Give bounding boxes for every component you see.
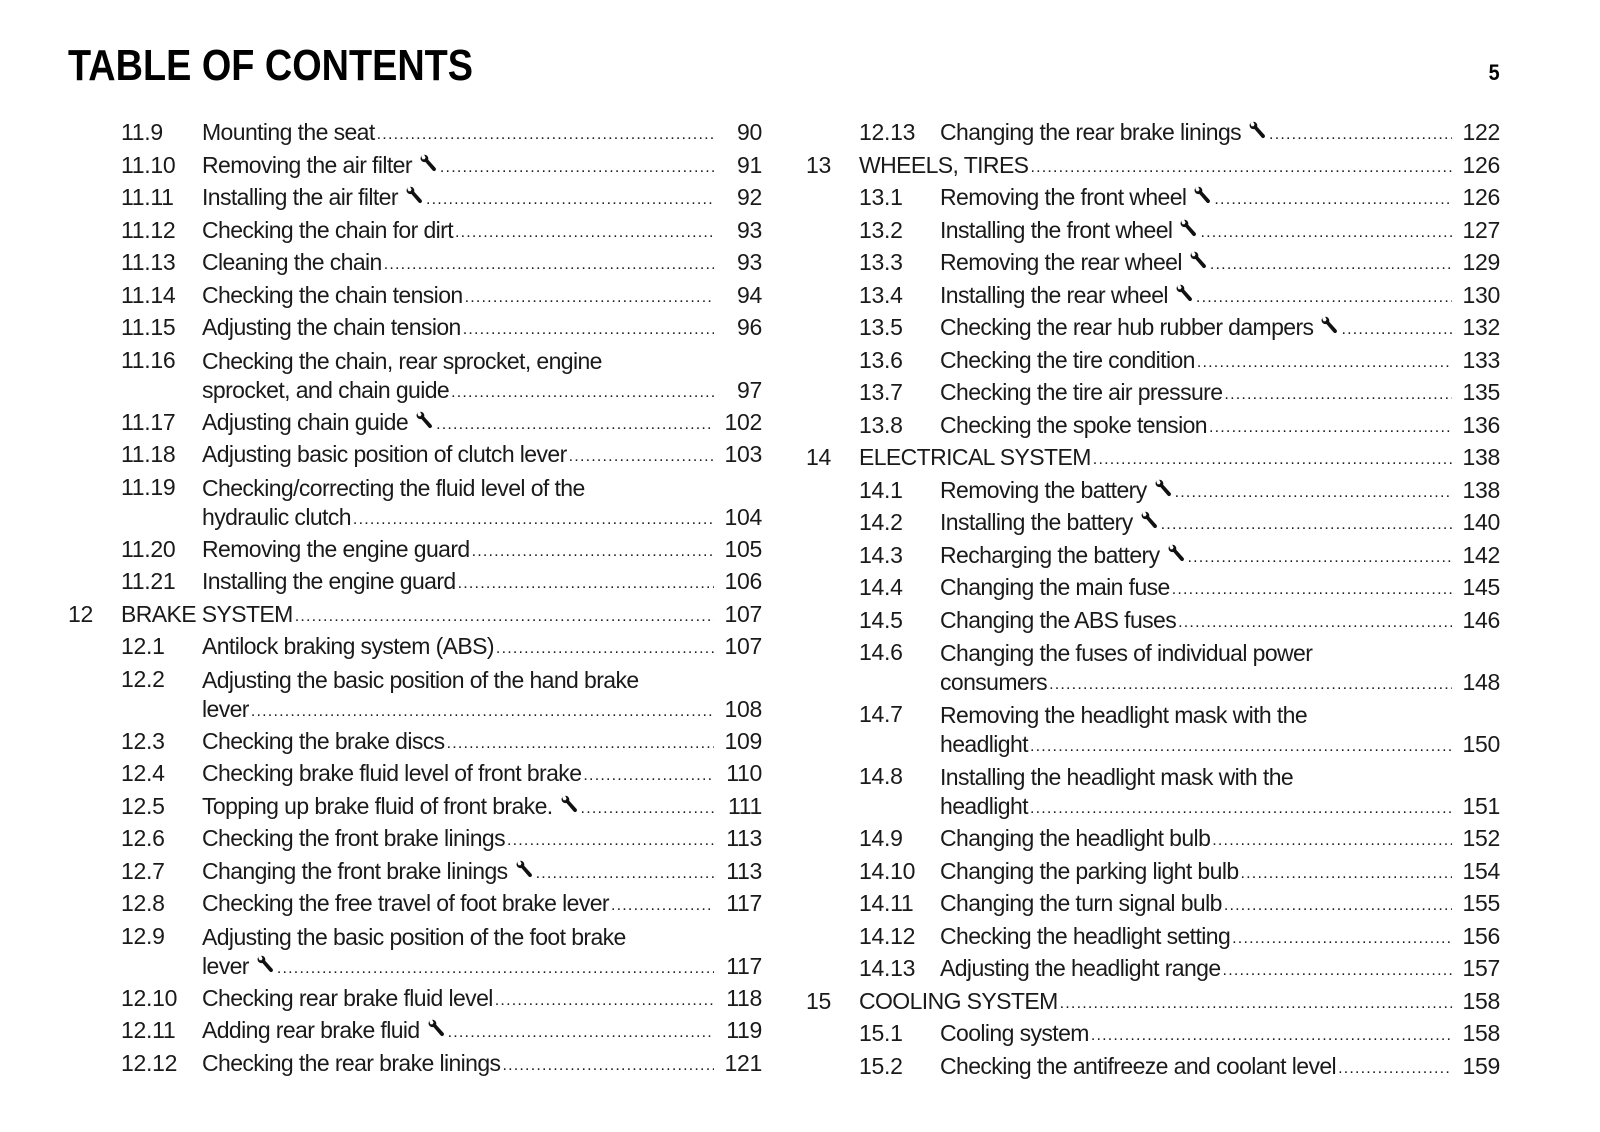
section-number: 12 <box>68 600 93 627</box>
section-number: 11.11 <box>121 184 174 210</box>
section-title: Changing the main fuse <box>940 574 1170 600</box>
section-number: 14.4 <box>859 574 903 600</box>
dot-leader <box>447 736 714 752</box>
toc-section-entry[interactable] <box>806 344 1500 377</box>
section-number: 13.4 <box>859 281 903 308</box>
dot-leader <box>1209 420 1452 436</box>
section-number: 14.8 <box>859 763 903 789</box>
toc-section-entry[interactable] <box>68 181 762 214</box>
page-reference[interactable]: 91 <box>737 151 762 178</box>
section-title: COOLING SYSTEM <box>859 987 1058 1014</box>
dot-leader <box>507 833 714 849</box>
page-reference[interactable]: 148 <box>1462 669 1500 695</box>
dot-leader <box>1091 1028 1452 1044</box>
section-number: 11.19 <box>121 473 176 500</box>
section-title: Installing the rear wheel <box>940 281 1168 308</box>
section-number: 13.3 <box>859 249 903 275</box>
toc-section-entry[interactable] <box>68 725 762 758</box>
dot-leader <box>1210 257 1452 273</box>
toc-section-entry[interactable] <box>806 474 1500 507</box>
page-reference[interactable]: 110 <box>726 760 762 786</box>
dot-leader <box>1178 615 1452 631</box>
toc-section-entry[interactable] <box>68 855 762 888</box>
section-title: headlight <box>940 731 1028 757</box>
toc-section-entry[interactable] <box>806 698 1500 760</box>
toc-section-entry[interactable] <box>806 952 1500 985</box>
section-title: Recharging the battery <box>940 541 1160 568</box>
toc-section-entry[interactable] <box>806 539 1500 572</box>
section-number: 12.10 <box>121 984 178 1011</box>
toc-section-entry[interactable] <box>806 571 1500 604</box>
toc-section-entry[interactable] <box>68 565 762 598</box>
section-number: 11.20 <box>121 535 176 562</box>
section-title: Checking the free travel of foot brake lever <box>202 890 609 916</box>
page-title: TABLE OF CONTENTS <box>68 41 474 90</box>
toc-section-entry[interactable] <box>68 279 762 312</box>
section-number: 14.12 <box>859 922 916 949</box>
section-title: Installing the front wheel <box>940 216 1173 243</box>
wrench-icon <box>426 1018 446 1038</box>
dot-leader <box>495 993 714 1009</box>
section-title: Checking the tire condition <box>940 346 1195 373</box>
section-number: 14.3 <box>859 541 903 568</box>
section-number: 13.2 <box>859 216 903 243</box>
page-reference[interactable]: 121 <box>724 1049 762 1076</box>
section-number: 13.5 <box>859 314 903 340</box>
dot-leader <box>1341 322 1452 338</box>
toc-section-entry[interactable] <box>806 181 1500 214</box>
section-title: lever <box>202 695 249 722</box>
dot-leader <box>1030 739 1452 755</box>
toc-section-entry[interactable] <box>806 636 1500 698</box>
toc-section-entry[interactable] <box>68 1047 762 1080</box>
section-title: Checking the tire air pressure <box>940 379 1223 405</box>
section-number: 15 <box>806 987 831 1014</box>
toc-section-entry[interactable] <box>68 246 762 279</box>
toc-column-right <box>806 116 1500 1082</box>
section-number: 14.5 <box>859 606 903 633</box>
section-title: Changing the rear brake linings <box>940 119 1242 145</box>
dot-leader <box>463 322 714 338</box>
dot-leader <box>1172 582 1452 598</box>
section-number: 14.2 <box>859 509 903 535</box>
page-reference[interactable]: 106 <box>724 568 762 594</box>
toc-section-entry[interactable] <box>68 214 762 247</box>
section-title: Adding rear brake fluid <box>202 1017 420 1043</box>
section-title: Adjusting chain guide <box>202 408 409 435</box>
page-number: 5 <box>1488 60 1500 85</box>
toc-chapter-entry[interactable] <box>806 985 1500 1018</box>
toc-section-entry[interactable] <box>68 438 762 471</box>
section-title: Checking the front brake linings <box>202 825 505 851</box>
dot-leader <box>536 866 714 882</box>
page-reference[interactable]: 150 <box>1462 731 1500 757</box>
wrench-icon <box>1174 283 1194 303</box>
section-title: Cleaning the chain <box>202 249 382 275</box>
section-number: 12.8 <box>121 890 165 916</box>
wrench-icon <box>418 153 438 173</box>
wrench-icon <box>1153 478 1173 498</box>
toc-section-entry[interactable] <box>806 409 1500 442</box>
page-reference[interactable]: 138 <box>1462 476 1500 503</box>
page-reference[interactable]: 135 <box>1462 379 1500 405</box>
page-reference[interactable]: 156 <box>1462 922 1500 949</box>
dot-leader <box>1232 931 1452 947</box>
page-reference[interactable]: 132 <box>1462 314 1500 340</box>
section-number: 12.12 <box>121 1049 178 1076</box>
dot-leader <box>1196 290 1452 306</box>
page-reference[interactable]: 136 <box>1462 411 1500 438</box>
toc-section-entry[interactable] <box>68 630 762 663</box>
toc-chapter-entry[interactable] <box>68 598 762 631</box>
dot-leader <box>440 160 714 176</box>
toc-section-entry[interactable] <box>806 887 1500 920</box>
section-title: Checking the brake discs <box>202 727 445 754</box>
page-reference[interactable]: 97 <box>737 376 762 403</box>
section-title: Changing the ABS fuses <box>940 606 1177 633</box>
dot-leader <box>1060 996 1452 1012</box>
section-number: 13.1 <box>859 184 903 210</box>
wrench-icon <box>514 859 534 879</box>
page-reference[interactable]: 107 <box>724 633 762 659</box>
dot-leader <box>455 225 714 241</box>
dot-leader <box>1212 833 1452 849</box>
section-title: Adjusting the chain tension <box>202 314 461 340</box>
dot-leader <box>377 127 714 143</box>
section-number: 14.7 <box>859 701 903 727</box>
toc-section-entry[interactable] <box>68 533 762 566</box>
section-number: 14.1 <box>859 476 903 503</box>
section-number: 11.12 <box>121 216 176 243</box>
section-title: Adjusting the basic position of the hand brake <box>202 666 639 693</box>
section-number: 14.9 <box>859 825 903 851</box>
section-title: Changing the front brake linings <box>202 857 508 884</box>
section-title: WHEELS, TIRES <box>859 151 1029 178</box>
section-number: 12.6 <box>121 825 165 851</box>
section-number: 12.1 <box>121 633 165 659</box>
dot-leader <box>426 192 714 208</box>
toc-section-entry[interactable] <box>806 604 1500 637</box>
dot-leader <box>448 1025 714 1041</box>
section-title: headlight <box>940 793 1028 819</box>
section-title: Removing the air filter <box>202 151 412 178</box>
page-reference[interactable]: 154 <box>1462 857 1500 884</box>
section-title: sprocket, and chain guide <box>202 376 450 403</box>
page-reference[interactable]: 158 <box>1462 987 1500 1014</box>
toc-section-entry[interactable] <box>68 663 762 725</box>
page-reference[interactable]: 145 <box>1462 574 1500 600</box>
page-reference[interactable]: 93 <box>737 249 762 275</box>
toc-section-entry[interactable] <box>68 344 762 406</box>
section-number: 11.16 <box>121 346 176 373</box>
toc-section-entry[interactable] <box>68 790 762 823</box>
section-number: 14.11 <box>859 890 914 916</box>
section-title: Changing the turn signal bulb <box>940 890 1222 916</box>
section-number: 11.15 <box>121 314 176 340</box>
toc-section-entry[interactable] <box>68 920 762 982</box>
toc-section-entry[interactable] <box>68 406 762 439</box>
dot-leader <box>1188 550 1453 566</box>
page-reference[interactable]: 138 <box>1462 444 1500 470</box>
section-title: Checking the chain, rear sprocket, engine <box>202 347 602 374</box>
dot-leader <box>1214 192 1452 208</box>
page-reference[interactable]: 108 <box>724 695 762 722</box>
page-reference[interactable]: 157 <box>1462 955 1500 981</box>
toc-section-entry[interactable] <box>806 920 1500 953</box>
section-title: Removing the battery <box>940 476 1147 503</box>
section-title: Antilock braking system (ABS) <box>202 633 494 659</box>
toc-section-entry[interactable] <box>806 376 1500 409</box>
section-title: Checking the rear brake linings <box>202 1049 501 1076</box>
dot-leader <box>611 898 714 914</box>
toc-section-entry[interactable] <box>806 214 1500 247</box>
page-reference[interactable]: 126 <box>1462 151 1500 178</box>
section-title: Installing the air filter <box>202 184 398 210</box>
wrench-icon <box>1166 543 1186 563</box>
page-reference[interactable]: 102 <box>724 408 762 435</box>
page-reference[interactable]: 113 <box>726 825 762 851</box>
wrench-icon <box>1192 185 1212 205</box>
dot-leader <box>1030 160 1452 176</box>
toc-section-entry[interactable] <box>806 246 1500 279</box>
section-title: hydraulic clutch <box>202 503 351 530</box>
toc-section-entry[interactable] <box>68 757 762 790</box>
page-reference[interactable]: 152 <box>1462 825 1500 851</box>
page-reference[interactable]: 90 <box>737 119 762 145</box>
section-number: 13.7 <box>859 379 903 405</box>
dot-leader <box>251 704 714 720</box>
wrench-icon <box>255 954 275 974</box>
dot-leader <box>502 1058 714 1074</box>
toc-section-entry[interactable] <box>806 760 1500 822</box>
dot-leader <box>1200 225 1452 241</box>
page-reference[interactable]: 104 <box>724 503 762 530</box>
section-title: Checking the chain tension <box>202 281 463 308</box>
page-reference[interactable]: 155 <box>1462 890 1500 916</box>
wrench-icon <box>1188 250 1208 270</box>
page-reference[interactable]: 105 <box>724 535 762 562</box>
dot-leader <box>1223 963 1452 979</box>
toc-section-entry[interactable] <box>806 1017 1500 1050</box>
section-title: Removing the headlight mask with the <box>940 702 1308 728</box>
dot-leader <box>295 609 714 625</box>
section-number: 11.9 <box>121 119 163 145</box>
wrench-icon <box>1139 510 1159 530</box>
section-title: Checking the headlight setting <box>940 922 1231 949</box>
section-number: 12.2 <box>121 665 165 692</box>
section-title: ELECTRICAL SYSTEM <box>859 444 1091 470</box>
section-number: 14.10 <box>859 857 916 884</box>
toc-section-entry[interactable] <box>806 506 1500 539</box>
dot-leader <box>1338 1061 1452 1077</box>
dot-leader <box>1269 127 1452 143</box>
dot-leader <box>451 385 714 401</box>
section-number: 14.13 <box>859 955 916 981</box>
toc-section-entry[interactable] <box>68 1014 762 1047</box>
section-title: Removing the engine guard <box>202 535 470 562</box>
section-title: BRAKE SYSTEM <box>121 600 293 627</box>
page-reference[interactable]: 127 <box>1462 216 1500 243</box>
toc-section-entry[interactable] <box>806 279 1500 312</box>
dot-leader <box>569 449 714 465</box>
page-reference[interactable]: 111 <box>727 792 762 819</box>
page-reference[interactable]: 158 <box>1462 1020 1500 1046</box>
dot-leader <box>458 576 714 592</box>
section-number: 11.21 <box>121 568 176 594</box>
page-reference[interactable]: 93 <box>737 216 762 243</box>
dot-leader <box>277 961 714 977</box>
wrench-icon <box>1178 218 1198 238</box>
toc-section-entry[interactable] <box>68 982 762 1015</box>
dot-leader <box>472 544 714 560</box>
section-number: 15.2 <box>859 1052 903 1079</box>
section-title: Adjusting basic position of clutch lever <box>202 441 567 467</box>
toc-section-entry[interactable] <box>68 887 762 920</box>
section-number: 11.17 <box>121 408 176 435</box>
section-number: 12.11 <box>121 1017 176 1043</box>
page-reference[interactable]: 113 <box>726 857 762 884</box>
toc-chapter-entry[interactable] <box>806 441 1500 474</box>
wrench-icon <box>404 185 424 205</box>
dot-leader <box>465 290 714 306</box>
dot-leader <box>353 512 714 528</box>
page-reference[interactable]: 151 <box>1462 793 1500 819</box>
toc-section-entry[interactable] <box>68 116 762 149</box>
section-title: Removing the rear wheel <box>940 249 1182 275</box>
section-title: lever <box>202 952 249 979</box>
page-reference[interactable]: 118 <box>726 984 762 1011</box>
section-number: 12.13 <box>859 119 916 145</box>
section-title: Checking the spoke tension <box>940 411 1207 438</box>
toc-section-entry[interactable] <box>806 1050 1500 1083</box>
page-reference[interactable]: 119 <box>726 1017 762 1043</box>
section-title: Topping up brake fluid of front brake. <box>202 792 553 819</box>
wrench-icon <box>1247 120 1267 140</box>
toc-section-entry[interactable] <box>68 822 762 855</box>
section-number: 14 <box>806 444 831 470</box>
section-title: Adjusting the basic position of the foot brake <box>202 923 626 950</box>
section-title: Checking rear brake fluid level <box>202 984 493 1011</box>
toc-section-entry[interactable] <box>806 822 1500 855</box>
dot-leader <box>1241 866 1452 882</box>
section-title: Changing the fuses of individual power <box>940 640 1313 666</box>
dot-leader <box>384 257 714 273</box>
section-title: Removing the front wheel <box>940 184 1187 210</box>
page-reference[interactable]: 122 <box>1462 119 1500 145</box>
section-number: 14.6 <box>859 639 903 665</box>
section-title: Checking the chain for dirt <box>202 216 453 243</box>
section-title: Changing the parking light bulb <box>940 857 1239 884</box>
dot-leader <box>1161 517 1452 533</box>
dot-leader <box>436 417 714 433</box>
section-number: 13.6 <box>859 346 903 373</box>
page-reference[interactable]: 107 <box>724 600 762 627</box>
section-number: 15.1 <box>859 1020 903 1046</box>
dot-leader <box>1093 452 1452 468</box>
section-title: Installing the battery <box>940 509 1133 535</box>
wrench-icon <box>414 410 434 430</box>
page-reference[interactable]: 109 <box>724 727 762 754</box>
toc-section-entry[interactable] <box>68 471 762 533</box>
dot-leader <box>1030 801 1452 817</box>
section-title: Adjusting the headlight range <box>940 955 1221 981</box>
section-number: 12.9 <box>121 922 165 949</box>
toc-chapter-entry[interactable] <box>806 149 1500 182</box>
toc-section-entry[interactable] <box>806 311 1500 344</box>
page-reference[interactable]: 140 <box>1462 509 1500 535</box>
dot-leader <box>1224 898 1452 914</box>
page-reference[interactable]: 130 <box>1462 281 1500 308</box>
dot-leader <box>581 801 714 817</box>
toc-section-entry[interactable] <box>806 855 1500 888</box>
section-number: 12.7 <box>121 857 165 884</box>
section-number: 13.8 <box>859 411 903 438</box>
page-reference[interactable]: 117 <box>726 952 762 979</box>
section-title: Changing the headlight bulb <box>940 825 1211 851</box>
section-number: 13 <box>806 151 831 178</box>
section-title: Checking the rear hub rubber dampers <box>940 314 1314 340</box>
page-reference[interactable]: 146 <box>1462 606 1500 633</box>
dot-leader <box>496 641 714 657</box>
section-title: Checking the antifreeze and coolant level <box>940 1052 1337 1079</box>
section-title: Checking/correcting the fluid level of the <box>202 474 585 501</box>
section-title: Checking brake fluid level of front brake <box>202 760 582 786</box>
section-number: 11.10 <box>121 151 176 178</box>
page-reference[interactable]: 133 <box>1462 346 1500 373</box>
section-title: Installing the engine guard <box>202 568 456 594</box>
page-reference[interactable]: 126 <box>1462 184 1500 210</box>
section-title: Installing the headlight mask with the <box>940 764 1294 790</box>
section-number: 12.3 <box>121 727 165 754</box>
dot-leader <box>1224 387 1452 403</box>
page-reference[interactable]: 92 <box>737 184 762 210</box>
toc-section-entry[interactable] <box>68 311 762 344</box>
section-number: 11.13 <box>121 249 176 275</box>
wrench-icon <box>1319 315 1339 335</box>
toc-section-entry[interactable] <box>68 149 762 182</box>
dot-leader <box>1175 485 1452 501</box>
section-title: consumers <box>940 669 1048 695</box>
page-reference[interactable]: 117 <box>726 890 762 916</box>
dot-leader <box>1049 677 1452 693</box>
toc-section-entry[interactable] <box>806 116 1500 149</box>
wrench-icon <box>559 794 579 814</box>
section-number: 11.18 <box>121 441 176 467</box>
toc-column-left <box>68 116 762 1079</box>
dot-leader <box>1197 355 1452 371</box>
section-title: Cooling system <box>940 1020 1089 1046</box>
section-title: Mounting the seat <box>202 119 375 145</box>
page-reference[interactable]: 103 <box>724 441 762 467</box>
dot-leader <box>583 768 714 784</box>
page-reference[interactable]: 96 <box>737 314 762 340</box>
section-number: 11.14 <box>121 281 176 308</box>
section-number: 12.4 <box>121 760 165 786</box>
page-reference[interactable]: 159 <box>1462 1052 1500 1079</box>
page-reference[interactable]: 142 <box>1462 541 1500 568</box>
section-number: 12.5 <box>121 792 165 819</box>
page-reference[interactable]: 94 <box>737 281 762 308</box>
page-reference[interactable]: 129 <box>1462 249 1500 275</box>
